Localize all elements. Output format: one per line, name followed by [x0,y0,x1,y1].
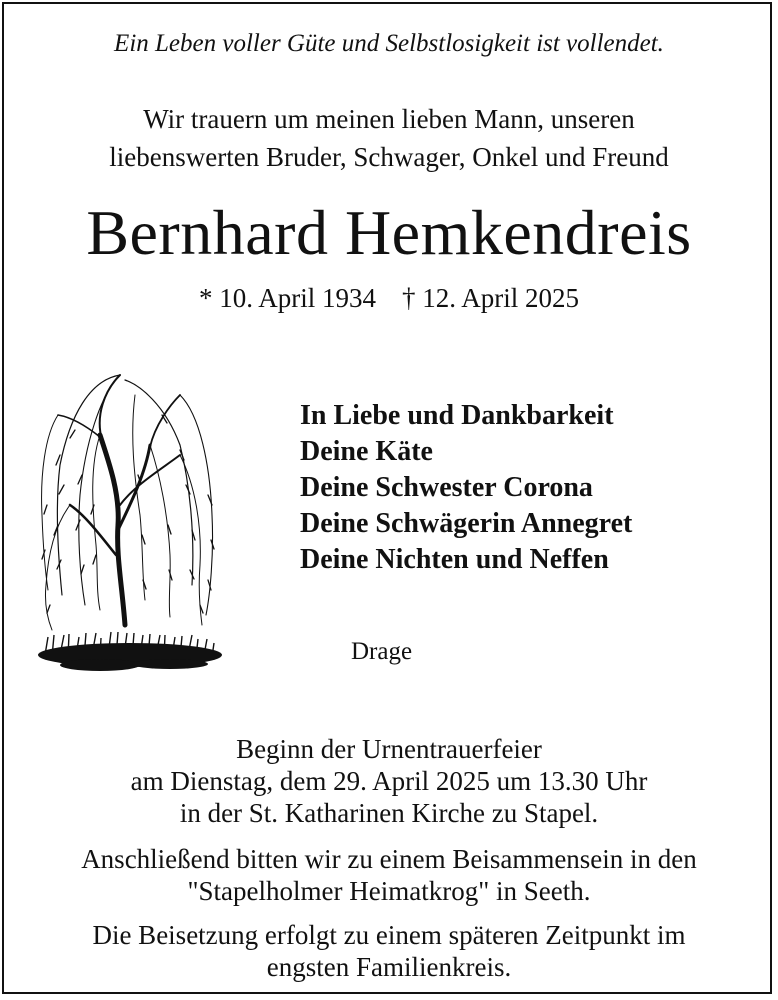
burial-line: engsten Familienkreis. [266,952,512,982]
gathering-info [0,843,778,907]
intro-line: Wir trauern um meinen lieben Mann, unseren [143,104,635,134]
mourner-line: Deine Käte [300,436,433,467]
burial-info [0,919,778,983]
death-date: † 12. April 2025 [402,283,580,313]
intro-line: liebenswerten Bruder, Schwager, Onkel und Freund [109,142,669,172]
burial-line: Die Beisetzung erfolgt zu einem späteren Zeitpunkt im [92,920,686,950]
mourner-line: Deine Schwester Corona [300,472,593,503]
ceremony-line: Beginn der Urnentrauerfeier [236,734,542,764]
life-dates [0,283,778,314]
mourner-line: Deine Nichten und Neffen [300,544,609,575]
place: Drage [351,638,413,665]
ceremony-line: in der St. Katharinen Kirche zu Stapel. [179,798,599,828]
mourner-line: In Liebe und Dankbarkeit [300,400,614,431]
motto: Ein Leben voller Güte und Selbstlosigkeit ist vollendet. [114,30,664,57]
ceremony-line: am Dienstag, dem 29. April 2025 um 13.30 Uhr [130,766,648,796]
mourner-line: Deine Schwägerin Annegret [300,508,633,539]
ceremony-info [0,733,778,829]
weeping-willow-icon [30,355,235,705]
birth-date: * 10. April 1934 [198,283,376,313]
deceased-name: Bernhard Hemkendreis [86,197,692,268]
mourners-list [300,398,632,578]
gathering-line: Anschließend bitten wir zu einem Beisammensein in den [81,844,697,874]
gathering-line: "Stapelholmer Heimatkrog" in Seeth. [187,876,591,906]
intro-text [0,100,778,176]
